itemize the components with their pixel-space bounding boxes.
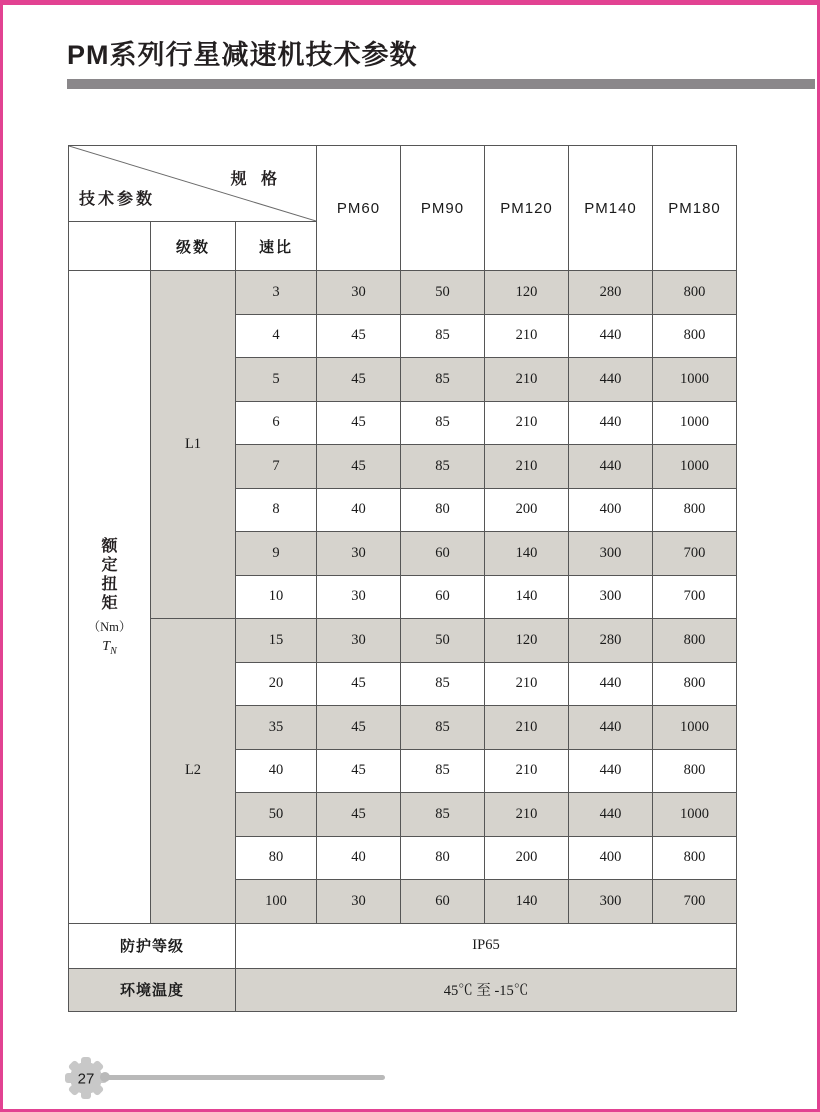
value-cell: 45 xyxy=(317,401,401,445)
ambient-temperature-row xyxy=(69,968,737,1011)
value-cell: 280 xyxy=(569,619,653,663)
value-cell: 85 xyxy=(401,706,485,750)
ratio-cell: 10 xyxy=(236,575,317,619)
value-cell: 440 xyxy=(569,749,653,793)
value-cell: 140 xyxy=(485,575,569,619)
value-cell: 85 xyxy=(401,445,485,489)
value-cell: 50 xyxy=(401,619,485,663)
value-cell: 440 xyxy=(569,793,653,837)
page-footer-marker xyxy=(61,1053,401,1103)
value-cell: 440 xyxy=(569,706,653,750)
value-cell: 210 xyxy=(485,662,569,706)
value-cell: 80 xyxy=(401,836,485,880)
value-cell: 1000 xyxy=(653,358,737,402)
value-cell: 50 xyxy=(401,271,485,315)
group-label-l2: L2 xyxy=(151,619,236,924)
value-cell: 210 xyxy=(485,749,569,793)
value-cell: 30 xyxy=(317,271,401,315)
value-cell: 800 xyxy=(653,662,737,706)
rated-torque-label-cell xyxy=(69,271,151,924)
value-cell: 85 xyxy=(401,793,485,837)
value-cell: 440 xyxy=(569,314,653,358)
ratio-cell: 7 xyxy=(236,445,317,489)
header-tech-params-label: 技术参数 xyxy=(79,191,156,208)
stages-header: 级数 xyxy=(151,222,236,271)
column-header-pm90: PM90 xyxy=(401,146,485,271)
ratio-cell: 50 xyxy=(236,793,317,837)
value-cell: 800 xyxy=(653,619,737,663)
value-cell: 45 xyxy=(317,358,401,402)
blank-cell xyxy=(69,222,151,271)
title-underline-bar xyxy=(67,79,815,89)
header-spec-label: 规 格 xyxy=(230,171,283,188)
value-cell: 30 xyxy=(317,575,401,619)
value-cell: 200 xyxy=(485,488,569,532)
value-cell: 45 xyxy=(317,793,401,837)
page-number: 27 xyxy=(77,1070,95,1088)
ratio-cell: 9 xyxy=(236,532,317,576)
value-cell: 700 xyxy=(653,532,737,576)
value-cell: 80 xyxy=(401,488,485,532)
value-cell: 1000 xyxy=(653,401,737,445)
value-cell: 300 xyxy=(569,532,653,576)
value-cell: 30 xyxy=(317,532,401,576)
value-cell: 440 xyxy=(569,401,653,445)
marker-rule-line xyxy=(107,1075,385,1080)
ratio-cell: 35 xyxy=(236,706,317,750)
value-cell: 1000 xyxy=(653,445,737,489)
ratio-cell: 8 xyxy=(236,488,317,532)
value-cell: 210 xyxy=(485,445,569,489)
column-header-pm180: PM180 xyxy=(653,146,737,271)
value-cell: 300 xyxy=(569,575,653,619)
value-cell: 85 xyxy=(401,358,485,402)
value-cell: 800 xyxy=(653,271,737,315)
value-cell: 30 xyxy=(317,619,401,663)
value-cell: 800 xyxy=(653,749,737,793)
ratio-cell: 80 xyxy=(236,836,317,880)
ambient-temperature-label: 环境温度 xyxy=(69,968,236,1011)
diagonal-header-cell xyxy=(69,146,317,222)
value-cell: 400 xyxy=(569,836,653,880)
ratio-header: 速比 xyxy=(236,222,317,271)
value-cell: 60 xyxy=(401,575,485,619)
value-cell: 800 xyxy=(653,488,737,532)
value-cell: 400 xyxy=(569,488,653,532)
value-cell: 440 xyxy=(569,662,653,706)
ratio-cell: 20 xyxy=(236,662,317,706)
column-header-pm140: PM140 xyxy=(569,146,653,271)
value-cell: 45 xyxy=(317,445,401,489)
value-cell: 45 xyxy=(317,706,401,750)
column-header-pm120: PM120 xyxy=(485,146,569,271)
value-cell: 1000 xyxy=(653,706,737,750)
ratio-cell: 15 xyxy=(236,619,317,663)
value-cell: 800 xyxy=(653,314,737,358)
value-cell: 40 xyxy=(317,488,401,532)
value-cell: 30 xyxy=(317,880,401,924)
parameters-table xyxy=(68,145,737,1012)
rated-torque-label: 额 定 扭 矩 （Nm） $T_N$ xyxy=(87,537,132,657)
group-label-l1: L1 xyxy=(151,271,236,619)
protection-class-row xyxy=(69,923,737,968)
table-row xyxy=(69,271,737,315)
value-cell: 210 xyxy=(485,401,569,445)
value-cell: 700 xyxy=(653,575,737,619)
value-cell: 300 xyxy=(569,880,653,924)
ratio-cell: 4 xyxy=(236,314,317,358)
table-row xyxy=(69,619,737,663)
value-cell: 60 xyxy=(401,532,485,576)
value-cell: 60 xyxy=(401,880,485,924)
value-cell: 210 xyxy=(485,314,569,358)
value-cell: 120 xyxy=(485,619,569,663)
ratio-cell: 5 xyxy=(236,358,317,402)
value-cell: 700 xyxy=(653,880,737,924)
header-row-1 xyxy=(69,146,737,222)
value-cell: 440 xyxy=(569,358,653,402)
value-cell: 85 xyxy=(401,401,485,445)
column-header-pm60: PM60 xyxy=(317,146,401,271)
value-cell: 45 xyxy=(317,314,401,358)
value-cell: 800 xyxy=(653,836,737,880)
value-cell: 440 xyxy=(569,445,653,489)
value-cell: 120 xyxy=(485,271,569,315)
value-cell: 40 xyxy=(317,836,401,880)
ratio-cell: 3 xyxy=(236,271,317,315)
value-cell: 210 xyxy=(485,706,569,750)
ratio-cell: 6 xyxy=(236,401,317,445)
value-cell: 1000 xyxy=(653,793,737,837)
value-cell: 280 xyxy=(569,271,653,315)
value-cell: 85 xyxy=(401,749,485,793)
value-cell: 210 xyxy=(485,793,569,837)
value-cell: 140 xyxy=(485,880,569,924)
value-cell: 45 xyxy=(317,662,401,706)
ambient-temperature-value: 45℃ 至 -15℃ xyxy=(236,968,737,1011)
value-cell: 140 xyxy=(485,532,569,576)
value-cell: 200 xyxy=(485,836,569,880)
value-cell: 85 xyxy=(401,662,485,706)
protection-class-label: 防护等级 xyxy=(69,923,236,968)
ratio-cell: 40 xyxy=(236,749,317,793)
value-cell: 85 xyxy=(401,314,485,358)
ratio-cell: 100 xyxy=(236,880,317,924)
value-cell: 45 xyxy=(317,749,401,793)
protection-class-value: IP65 xyxy=(236,923,737,968)
page-title: PM系列行星减速机技术参数 xyxy=(67,40,418,70)
value-cell: 210 xyxy=(485,358,569,402)
